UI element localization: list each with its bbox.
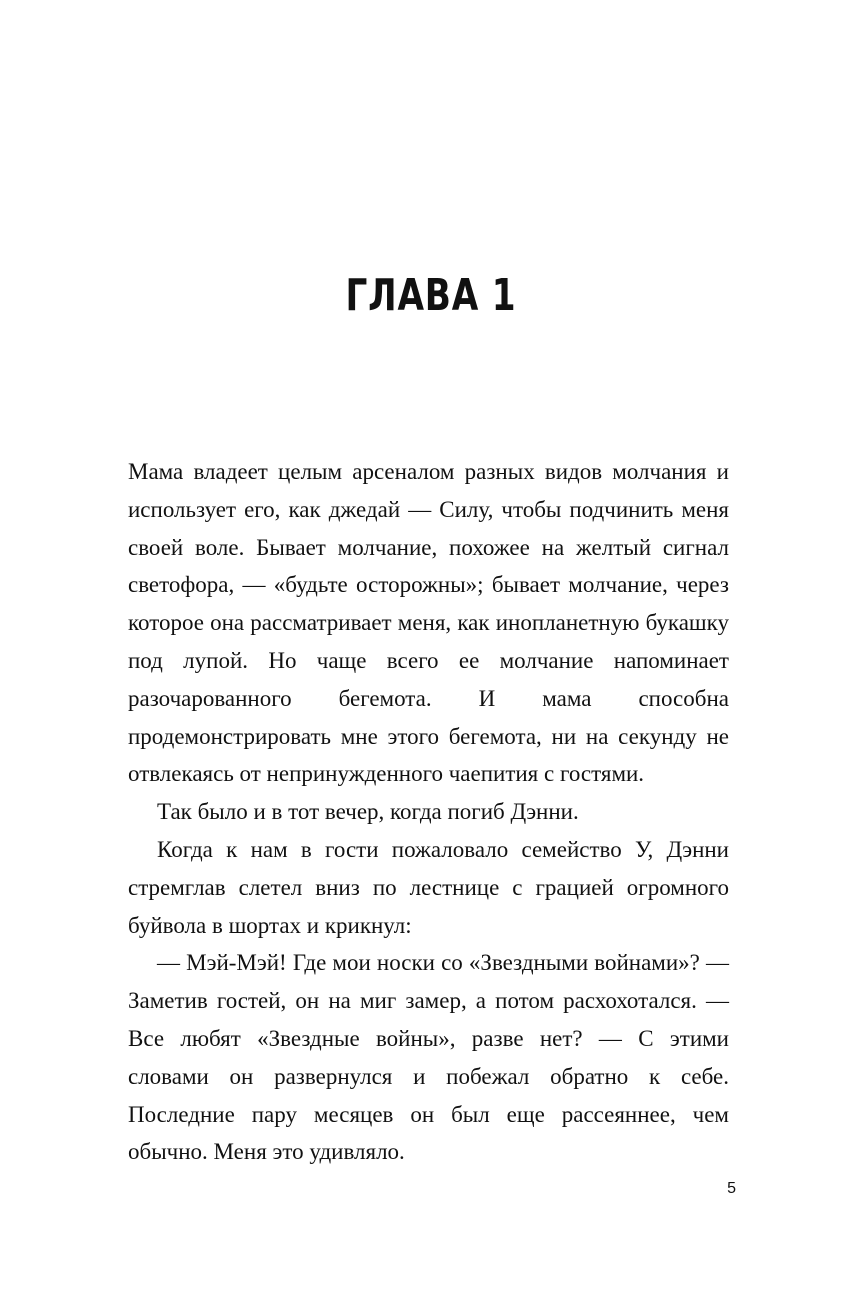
paragraph-2: Так было и в тот вечер, когда погиб Дэнни.: [157, 799, 579, 825]
chapter-body: [128, 453, 729, 1171]
page-number: 5: [727, 1180, 736, 1197]
paragraph-3: Когда к нам в гости пожаловало семейство У, Дэнни стремглав слетел вниз по лестнице с грацией огромного буйвола в шортах и крикнул:: [128, 836, 729, 938]
paragraph-1: Мама владеет целым арсеналом разных видов молчания и использует его, как джедай — Силу, чтобы подчинить меня своей воле. Бывает молчание, похожее на желтый сигнал светофора, — «будьте осторожны»; бывает молчание, через которое она рассматривает меня, как инопланетную букашку под лупой. Но чаще всего ее молчание напоминает разочарованного бегемота. И мама способна продемонстрировать мне этого бегемота, ни на секунду не отвлекаясь от непринужденного чаепития с гостями.: [128, 459, 729, 787]
chapter-title: ГЛАВА 1: [345, 270, 517, 321]
paragraph-4: — Мэй-Мэй! Где мои носки со «Звездными войнами»? — Заметив гостей, он на миг замер, а потом расхохотался. — Все любят «Звездные войны», разве нет? — С этими словами он развернулся и побежал обратно к себе. Последние пару месяцев он был еще рассеяннее, чем обычно. Меня это удивляло.: [128, 950, 729, 1165]
